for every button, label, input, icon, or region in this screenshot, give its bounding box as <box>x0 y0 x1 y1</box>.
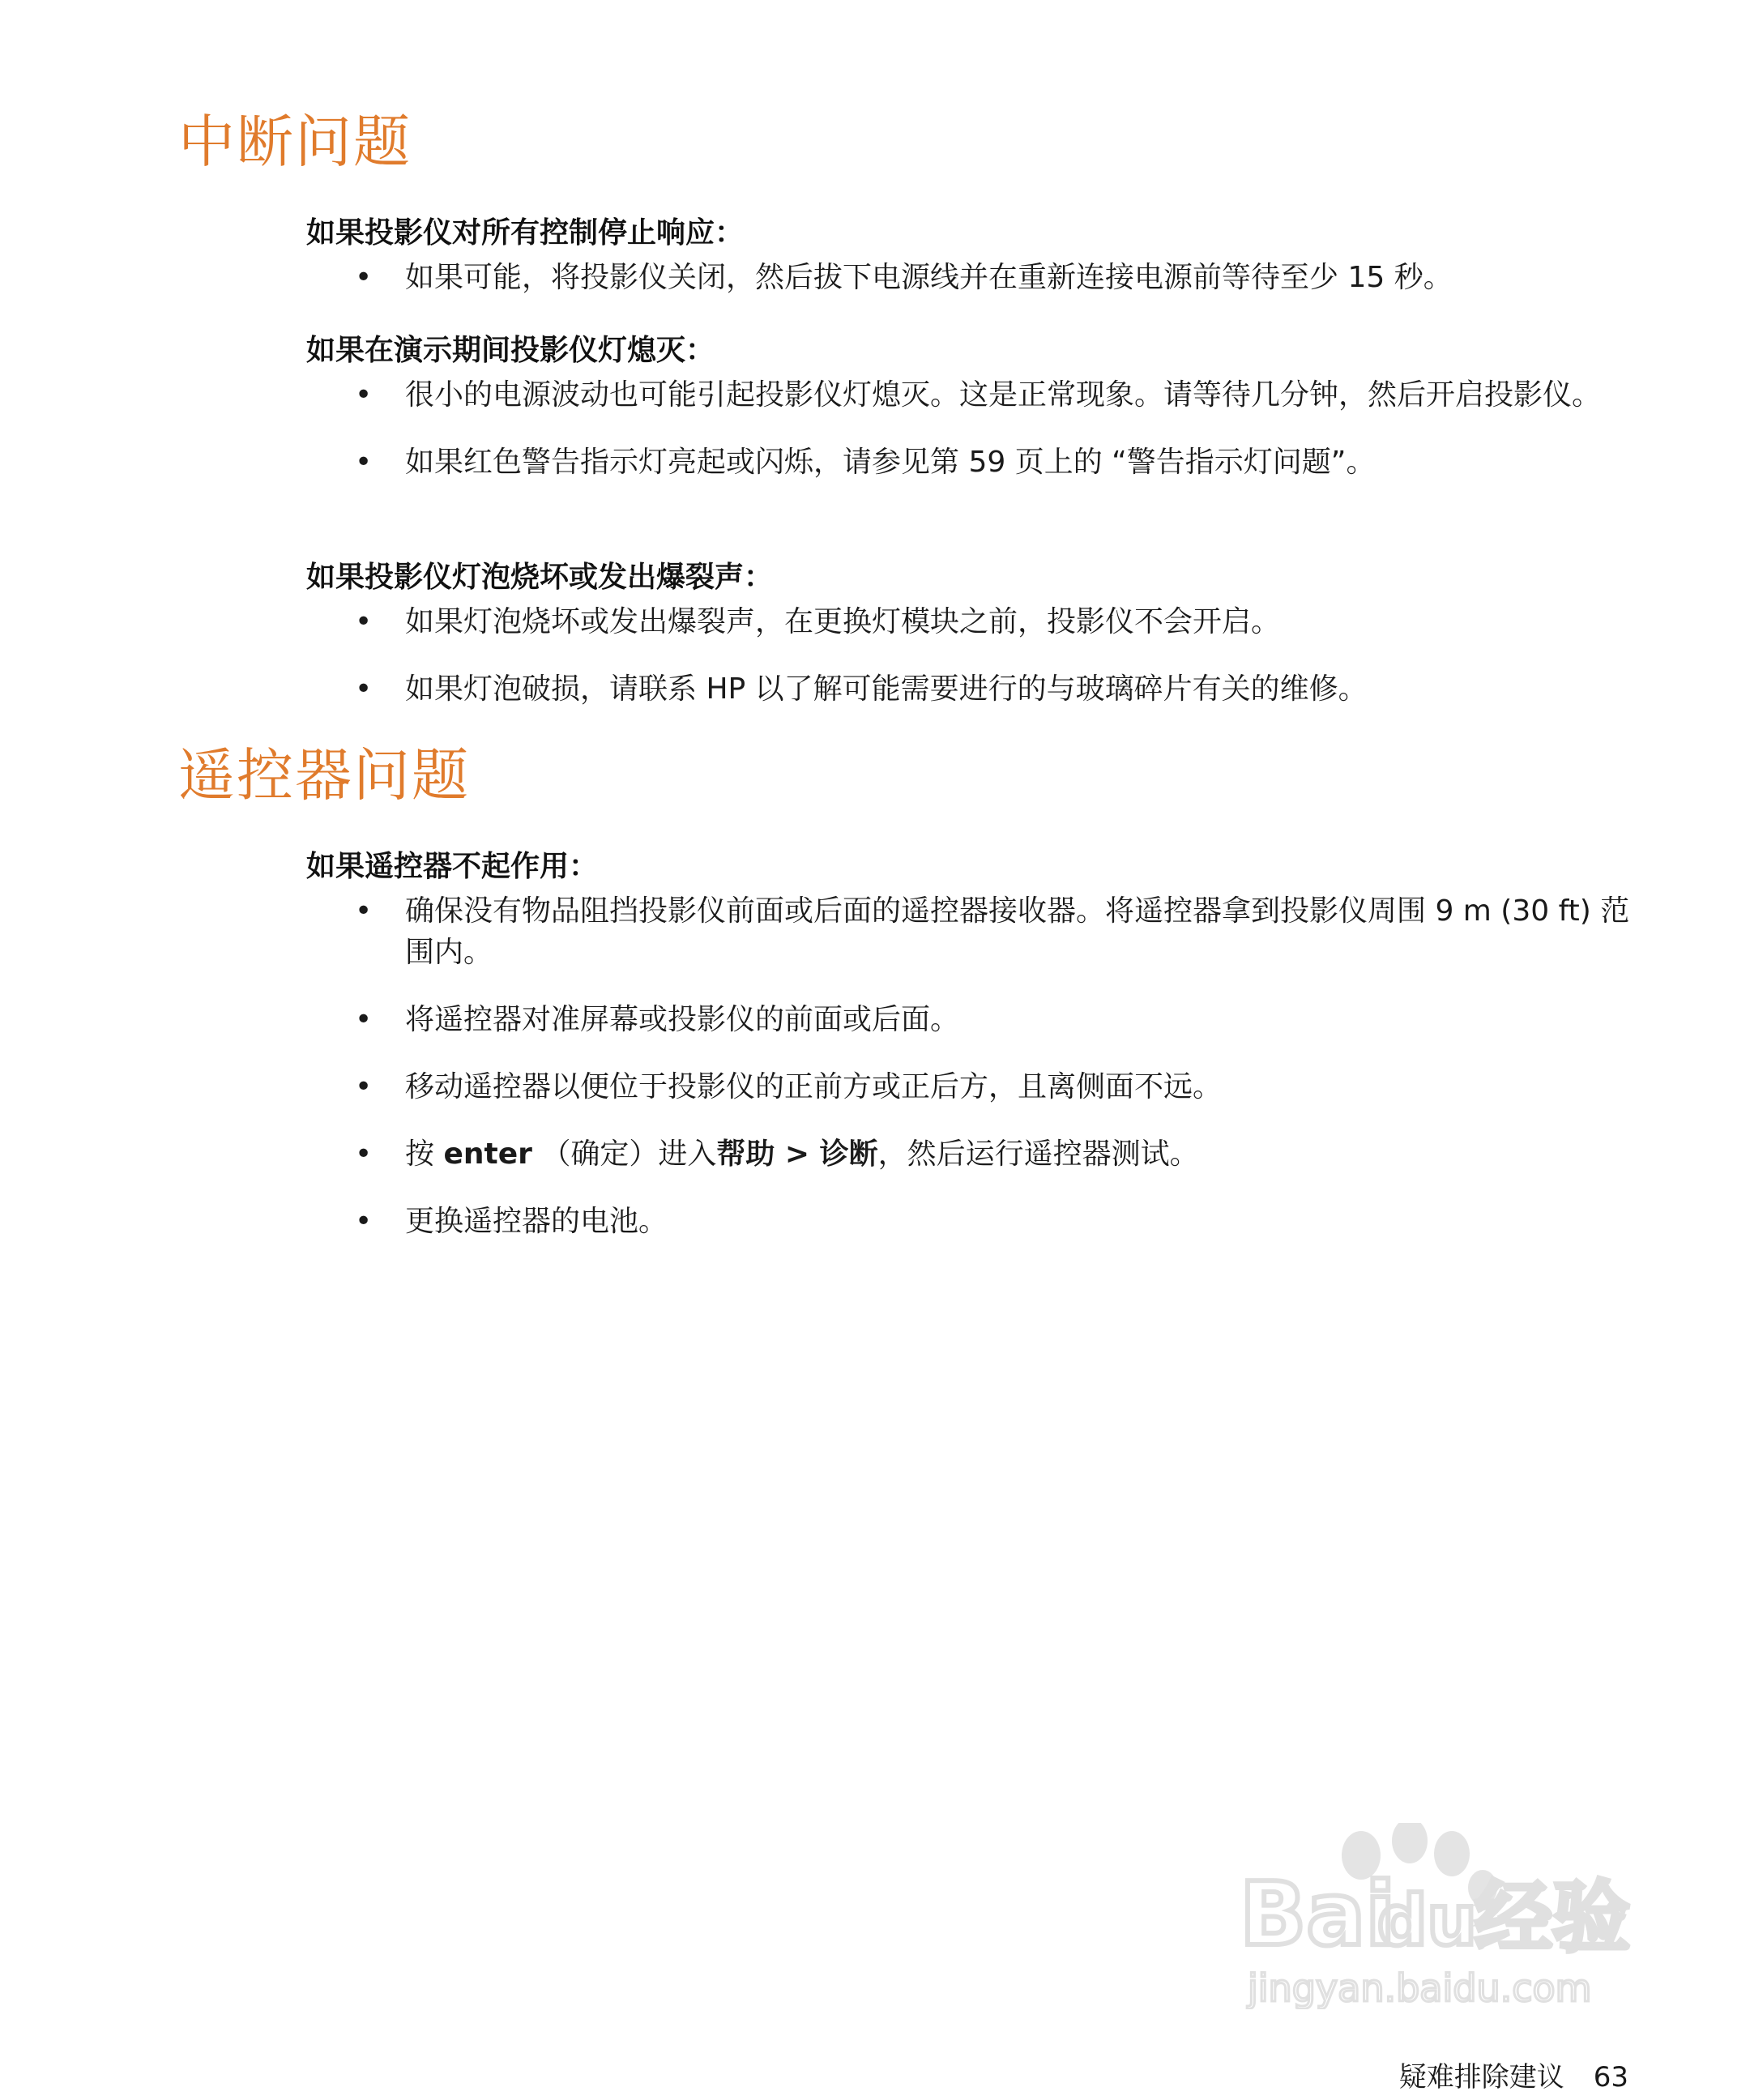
bullet-icon: • <box>355 1138 373 1171</box>
bullet-icon: • <box>355 1205 373 1238</box>
page-footer <box>1399 2061 1628 2094</box>
list-item <box>306 1066 1635 1108</box>
bullet-icon: • <box>355 672 373 706</box>
group-lamp-off <box>306 331 1635 483</box>
question-heading: 如果在演示期间投影仪灯熄灭： <box>306 334 715 367</box>
watermark-brand: Bai <box>1240 1864 1396 1966</box>
bullet-list <box>306 890 1635 1242</box>
bullet-icon: • <box>355 894 373 928</box>
list-item <box>306 1133 1635 1175</box>
section-title-interruption: 中断问题 <box>178 109 412 175</box>
group-remote-not-working <box>306 847 1635 1242</box>
item-text: 如果灯泡破损，请联系 HP 以了解可能需要进行的与玻璃碎片有关的维修。 <box>405 672 1368 706</box>
menu-path: 帮助 > 诊断 <box>716 1138 878 1171</box>
item-text: 更换遥控器的电池。 <box>405 1205 668 1238</box>
section-title-remote: 遥控器问题 <box>178 742 470 809</box>
list-item <box>306 668 1635 710</box>
item-text: 移动遥控器以便位于投影仪的正前方或正后方，且离侧面不远。 <box>405 1070 1223 1103</box>
bullet-list <box>306 374 1635 483</box>
list-item <box>306 442 1635 483</box>
item-prefix: 按 <box>405 1138 444 1171</box>
bullet-icon: • <box>355 605 373 638</box>
question-heading: 如果遥控器不起作用： <box>306 850 599 883</box>
list-item <box>306 1201 1635 1242</box>
question-heading: 如果投影仪灯泡烧坏或发出爆裂声： <box>306 561 774 594</box>
question-heading: 如果投影仪对所有控制停止响应： <box>306 216 745 250</box>
watermark-url: jingyan.baidu.com <box>1248 1966 1592 2009</box>
list-item <box>306 999 1635 1040</box>
item-middle: （确定）进入 <box>531 1138 717 1171</box>
bullet-icon: • <box>355 378 373 412</box>
watermark-brand-accent: du <box>1377 1880 1477 1961</box>
watermark-product: 经验 <box>1475 1872 1630 1963</box>
group-no-response <box>306 213 1635 298</box>
baidu-jingyan-watermark <box>1240 1823 1661 2009</box>
list-item <box>306 374 1635 416</box>
bullet-icon: • <box>355 446 373 479</box>
bullet-icon: • <box>355 1070 373 1103</box>
footer-chapter: 疑难排除建议 <box>1398 2061 1564 2094</box>
item-text: 很小的电源波动也可能引起投影仪灯熄灭。这是正常现象。请等待几分钟，然后开启投影仪。 <box>405 378 1602 412</box>
item-text: 如果灯泡烧坏或发出爆裂声，在更换灯模块之前，投影仪不会开启。 <box>405 605 1281 638</box>
item-text: 确保没有物品阻挡投影仪前面或后面的遥控器接收器。将遥控器拿到投影仪周围 9 m (30 ft) 范围内。 <box>405 894 1630 969</box>
bullet-list <box>306 257 1635 298</box>
page-number: 63 <box>1593 2061 1628 2094</box>
item-text: 将遥控器对准屏幕或投影仪的前面或后面。 <box>405 1003 960 1036</box>
bullet-icon: • <box>355 1003 373 1036</box>
bullet-icon: • <box>355 261 373 294</box>
item-text: 如果可能，将投影仪关闭，然后拔下电源线并在重新连接电源前等待至少 15 秒。 <box>405 261 1453 294</box>
group-bulb-burnt <box>306 557 1635 710</box>
list-item <box>306 257 1635 298</box>
item-text: 如果红色警告指示灯亮起或闪烁，请参见第 59 页上的 “警告指示灯问题”。 <box>405 446 1376 479</box>
list-item <box>306 890 1635 973</box>
enter-key-label: enter <box>443 1138 532 1171</box>
list-item <box>306 601 1635 642</box>
item-text <box>405 1138 1199 1171</box>
bullet-list <box>306 601 1635 710</box>
item-suffix: ，然后运行遥控器测试。 <box>877 1138 1199 1171</box>
